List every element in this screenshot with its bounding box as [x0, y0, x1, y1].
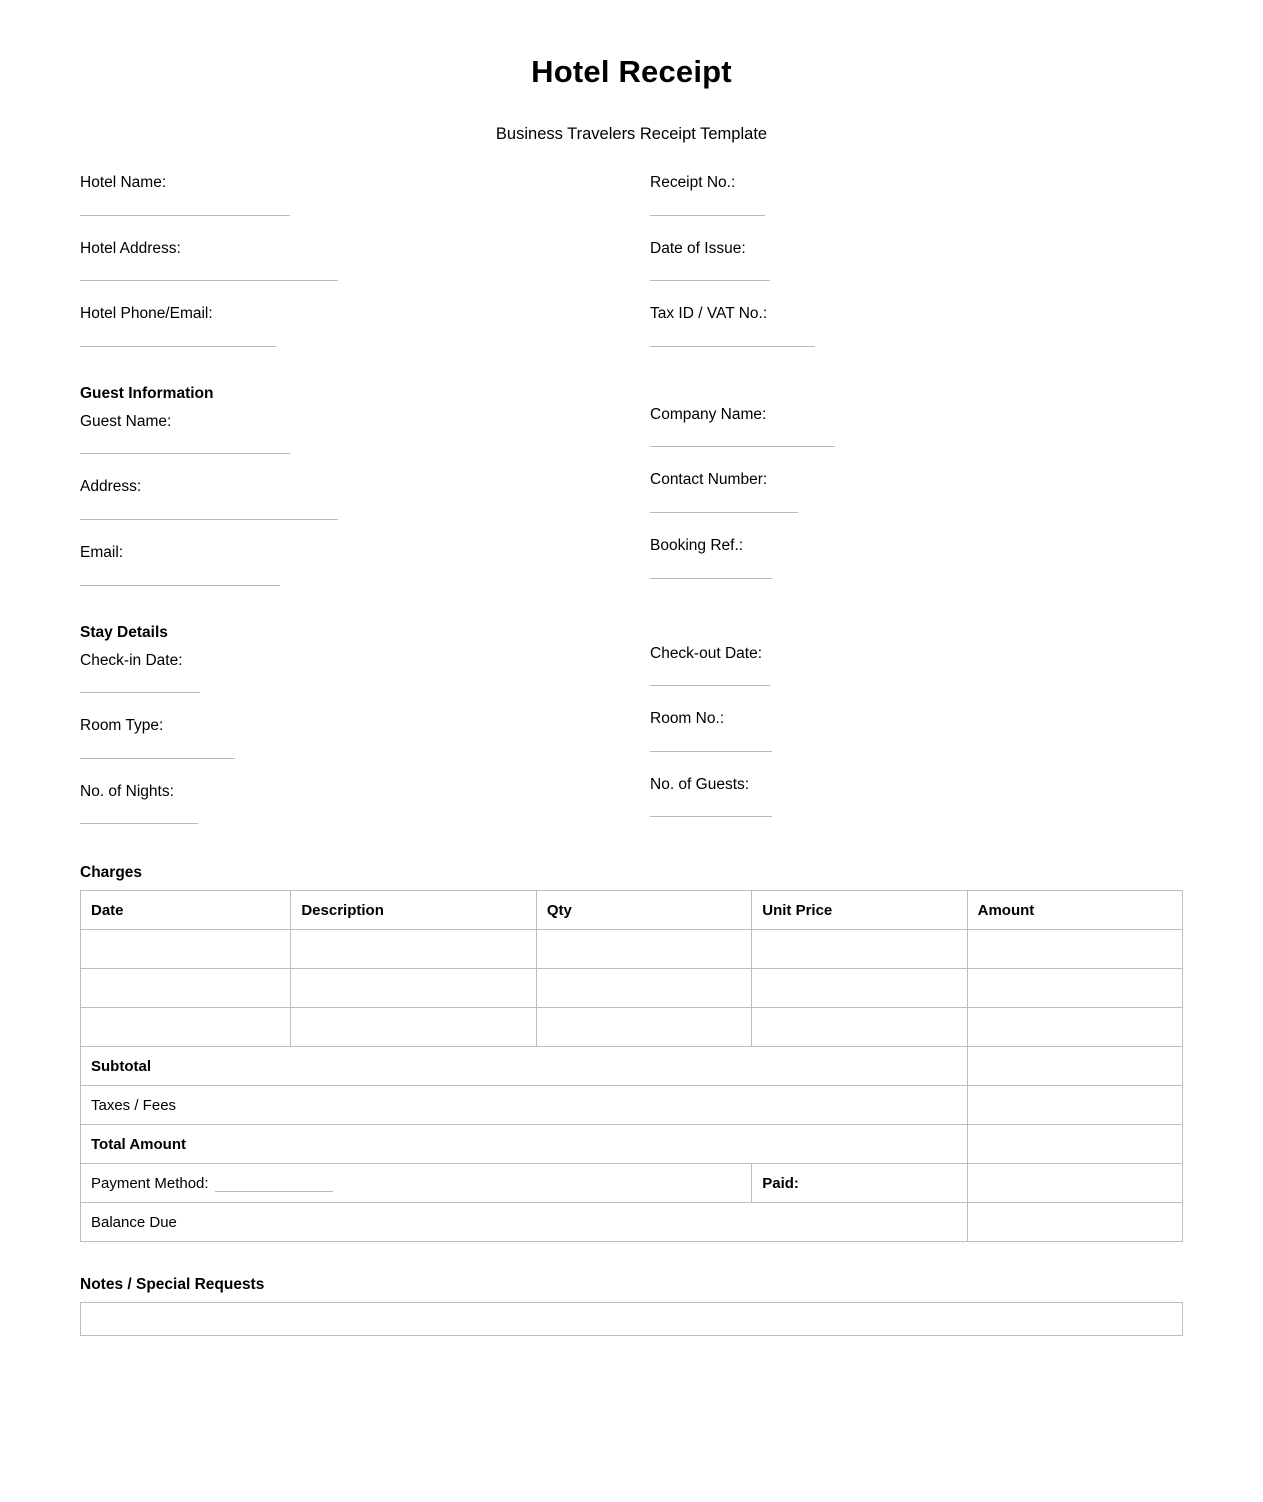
payment-method-label: Payment Method: — [91, 1174, 209, 1192]
subtotal-row — [81, 1047, 1183, 1086]
field-label: Check-out Date: — [650, 644, 762, 662]
field-date-of-issue — [650, 240, 1183, 282]
field-label: Hotel Address: — [80, 239, 181, 257]
field-label: Company Name: — [650, 405, 767, 423]
field-label: Contact Number: — [650, 471, 768, 489]
field-label: No. of Nights: — [80, 782, 174, 800]
field-room-no — [650, 710, 1183, 752]
paid-value[interactable] — [967, 1164, 1182, 1203]
taxes-fees-value[interactable] — [967, 1086, 1182, 1125]
balance-due-label: Balance Due — [81, 1203, 968, 1242]
notes-input[interactable] — [80, 1302, 1183, 1336]
table-row — [81, 969, 1183, 1008]
balance-due-value[interactable] — [967, 1203, 1182, 1242]
charges-table — [80, 890, 1183, 1242]
field-hotel-name — [80, 174, 650, 216]
field-tax-id — [650, 305, 1183, 347]
field-label: Hotel Phone/Email: — [80, 305, 213, 323]
field-label: Booking Ref.: — [650, 536, 744, 554]
payment-method-input[interactable] — [215, 1176, 333, 1192]
total-amount-row — [81, 1125, 1183, 1164]
date-of-issue-input[interactable] — [650, 258, 770, 281]
field-no-of-nights — [80, 783, 650, 825]
cell-amount[interactable] — [967, 1008, 1182, 1047]
payment-method-cell — [81, 1164, 752, 1203]
hotel-phone-email-input[interactable] — [80, 324, 276, 347]
company-name-input[interactable] — [650, 424, 835, 447]
cell-unit-price[interactable] — [752, 1008, 967, 1047]
guest-info-right — [650, 379, 1183, 610]
charges-table-header-row — [81, 891, 1183, 930]
column-header-amount: Amount — [967, 891, 1182, 930]
contact-number-input[interactable] — [650, 490, 798, 513]
field-label: Room No.: — [650, 710, 725, 728]
cell-qty[interactable] — [536, 1008, 751, 1047]
cell-unit-price[interactable] — [752, 930, 967, 969]
field-guest-name — [80, 413, 650, 455]
subtotal-value[interactable] — [967, 1047, 1182, 1086]
notes-heading: Notes / Special Requests — [80, 1276, 265, 1294]
field-receipt-no — [650, 174, 1183, 216]
taxes-fees-row — [81, 1086, 1183, 1125]
no-of-nights-input[interactable] — [80, 801, 198, 824]
taxes-fees-label: Taxes / Fees — [81, 1086, 968, 1125]
guest-email-input[interactable] — [80, 563, 280, 586]
field-check-in-date — [80, 652, 650, 694]
cell-date[interactable] — [81, 930, 291, 969]
field-hotel-phone-email — [80, 305, 650, 347]
field-label: Email: — [80, 543, 124, 561]
stay-details-section — [80, 618, 1183, 849]
page-subtitle: Business Travelers Receipt Template — [495, 125, 768, 143]
guest-address-input[interactable] — [80, 497, 338, 520]
spacer — [650, 618, 1183, 645]
column-header-date: Date — [81, 891, 291, 930]
subtotal-label: Subtotal — [81, 1047, 968, 1086]
stay-details-right — [650, 618, 1183, 849]
field-label: Guest Name: — [80, 412, 172, 430]
charges-heading: Charges — [80, 864, 143, 882]
guest-info-left — [80, 379, 650, 610]
stay-details-heading: Stay Details — [80, 623, 168, 641]
table-row — [81, 930, 1183, 969]
field-label: Tax ID / VAT No.: — [650, 305, 768, 323]
balance-due-row — [81, 1203, 1183, 1242]
stay-details-left — [80, 618, 650, 849]
guest-information-section — [80, 379, 1183, 610]
hotel-name-input[interactable] — [80, 193, 290, 216]
payment-row — [81, 1164, 1183, 1203]
cell-qty[interactable] — [536, 969, 751, 1008]
field-room-type — [80, 717, 650, 759]
cell-date[interactable] — [81, 969, 291, 1008]
field-label: Hotel Name: — [80, 174, 167, 191]
cell-description[interactable] — [291, 969, 537, 1008]
field-label: No. of Guests: — [650, 775, 750, 793]
spacer — [650, 379, 1183, 406]
cell-description[interactable] — [291, 930, 537, 969]
check-in-date-input[interactable] — [80, 670, 200, 693]
receipt-info-column — [650, 174, 1183, 371]
tax-id-input[interactable] — [650, 324, 815, 347]
field-booking-ref — [650, 537, 1183, 579]
no-of-guests-input[interactable] — [650, 794, 772, 817]
field-label: Receipt No.: — [650, 174, 736, 191]
booking-ref-input[interactable] — [650, 556, 772, 579]
cell-date[interactable] — [81, 1008, 291, 1047]
hotel-info-column — [80, 174, 650, 371]
field-guest-address — [80, 478, 650, 520]
guest-name-input[interactable] — [80, 431, 290, 454]
field-hotel-address — [80, 240, 650, 282]
column-header-description: Description — [291, 891, 537, 930]
field-check-out-date — [650, 645, 1183, 687]
field-contact-number — [650, 471, 1183, 513]
field-label: Check-in Date: — [80, 651, 183, 669]
field-guest-email — [80, 544, 650, 586]
cell-amount[interactable] — [967, 969, 1182, 1008]
column-header-qty: Qty — [536, 891, 751, 930]
cell-unit-price[interactable] — [752, 969, 967, 1008]
total-amount-value[interactable] — [967, 1125, 1182, 1164]
paid-label: Paid: — [752, 1164, 967, 1203]
cell-description[interactable] — [291, 1008, 537, 1047]
guest-information-heading: Guest Information — [80, 384, 214, 402]
receipt-no-input[interactable] — [650, 193, 765, 216]
table-row — [81, 1008, 1183, 1047]
cell-qty[interactable] — [536, 930, 751, 969]
field-label: Date of Issue: — [650, 239, 746, 257]
hotel-address-input[interactable] — [80, 258, 338, 281]
room-no-input[interactable] — [650, 729, 772, 752]
column-header-unit-price: Unit Price — [752, 891, 967, 930]
page-title: Hotel Receipt — [531, 54, 732, 89]
cell-amount[interactable] — [967, 930, 1182, 969]
field-label: Room Type: — [80, 717, 164, 735]
check-out-date-input[interactable] — [650, 663, 770, 686]
field-company-name — [650, 406, 1183, 448]
field-no-of-guests — [650, 776, 1183, 818]
room-type-input[interactable] — [80, 736, 235, 759]
hotel-and-receipt-info — [80, 174, 1183, 371]
field-label: Address: — [80, 478, 142, 496]
total-amount-label: Total Amount — [81, 1125, 968, 1164]
